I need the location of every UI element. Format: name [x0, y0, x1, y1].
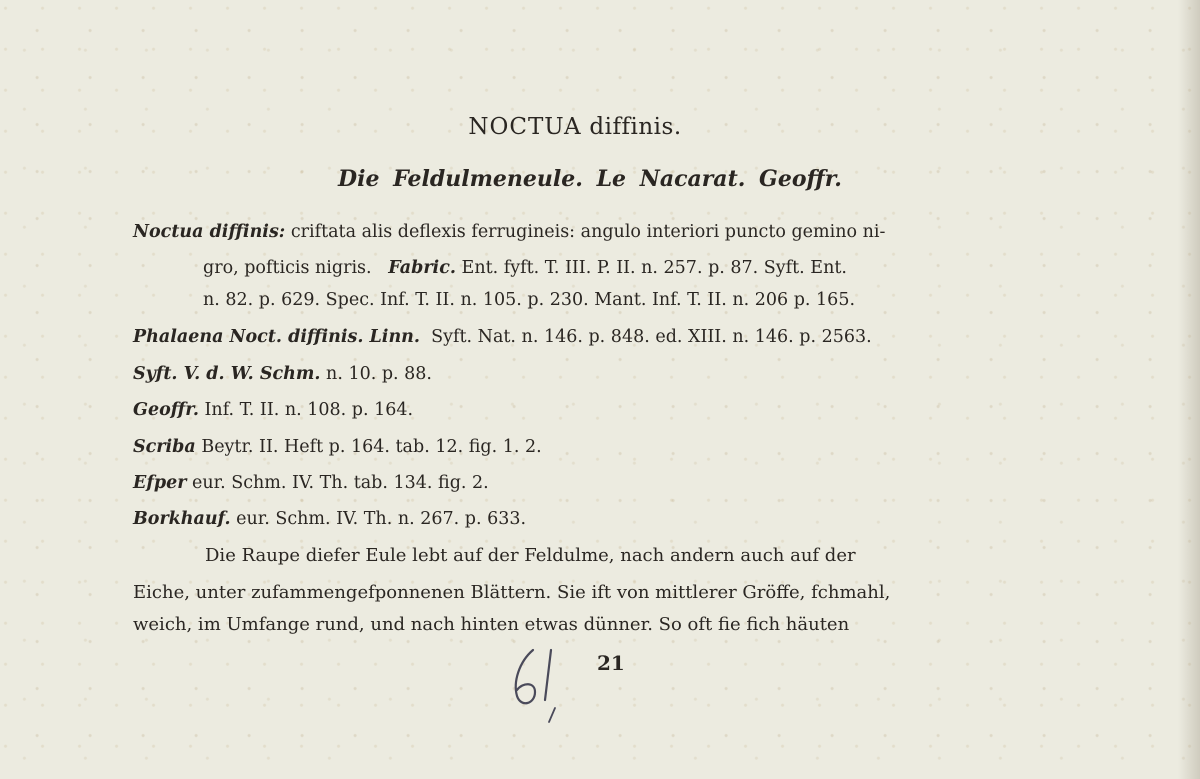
reference-name: Borkhauf. [133, 509, 231, 529]
reference-text: Syft. Nat. n. 146. p. 848. ed. XIII. n. 146. p. 2563. [431, 327, 872, 347]
reference-line [203, 258, 847, 278]
title-genus: NOCTUA [468, 114, 582, 140]
reference-text: eur. Schm. IV. Th. tab. 134. fig. 2. [192, 473, 489, 493]
body-text-line: weich, im Umfange rund, und nach hinten etwas dünner. So oft fie fich häuten [133, 614, 850, 635]
body-text-line: Eiche, unter zufammengefponnenen Blättern. Sie ift von mittlerer Gröffe, fchmahl, [133, 582, 891, 603]
reference-name: Efper [133, 473, 187, 493]
reference-line [133, 473, 489, 493]
title-species: diffinis. [589, 114, 682, 140]
reference-line [133, 222, 885, 242]
page-edge-shadow [1178, 0, 1200, 779]
reference-name: Geoffr. [133, 400, 199, 420]
reference-line [133, 400, 413, 420]
reference-text: n. 82. p. 629. Spec. Inf. T. II. n. 105. p. 230. Mant. Inf. T. II. n. 206 p. 165. [203, 290, 856, 310]
reference-line [203, 290, 855, 310]
reference-name: Scriba [133, 437, 196, 457]
page-number: 21 [597, 651, 625, 675]
reference-text: Beytr. II. Heft p. 164. tab. 12. fig. 1. 2. [201, 437, 542, 457]
reference-line [133, 327, 872, 347]
reference-text: eur. Schm. IV. Th. n. 267. p. 633. [236, 509, 527, 529]
reference-text: Inf. T. II. n. 108. p. 164. [204, 400, 414, 420]
handwritten-page-note [505, 638, 575, 728]
body-text-line: Die Raupe diefer Eule lebt auf der Feldulme, nach andern auch auf der [205, 545, 856, 566]
reference-line [133, 437, 542, 457]
reference-text: Ent. fyft. T. III. P. II. n. 257. p. 87. Syft. Ent. [461, 258, 847, 278]
reference-name: Syft. V. d. W. Schm. [133, 364, 321, 384]
page-title [0, 114, 1150, 140]
reference-name: Fabric. [388, 258, 456, 278]
reference-text: criftata alis deflexis ferrugineis: angulo interiori puncto gemino ni- [290, 222, 886, 242]
reference-name: Phalaena Noct. diffinis. Linn. [133, 327, 420, 347]
common-names-subtitle: Die Feldulmeneule. Le Nacarat. Geoffr. [338, 166, 842, 192]
reference-text: gro, pofticis nigris. [203, 258, 372, 278]
reference-text: n. 10. p. 88. [326, 364, 432, 384]
reference-name: Noctua diffinis: [133, 222, 286, 242]
reference-line [133, 364, 432, 384]
reference-line [133, 509, 526, 529]
